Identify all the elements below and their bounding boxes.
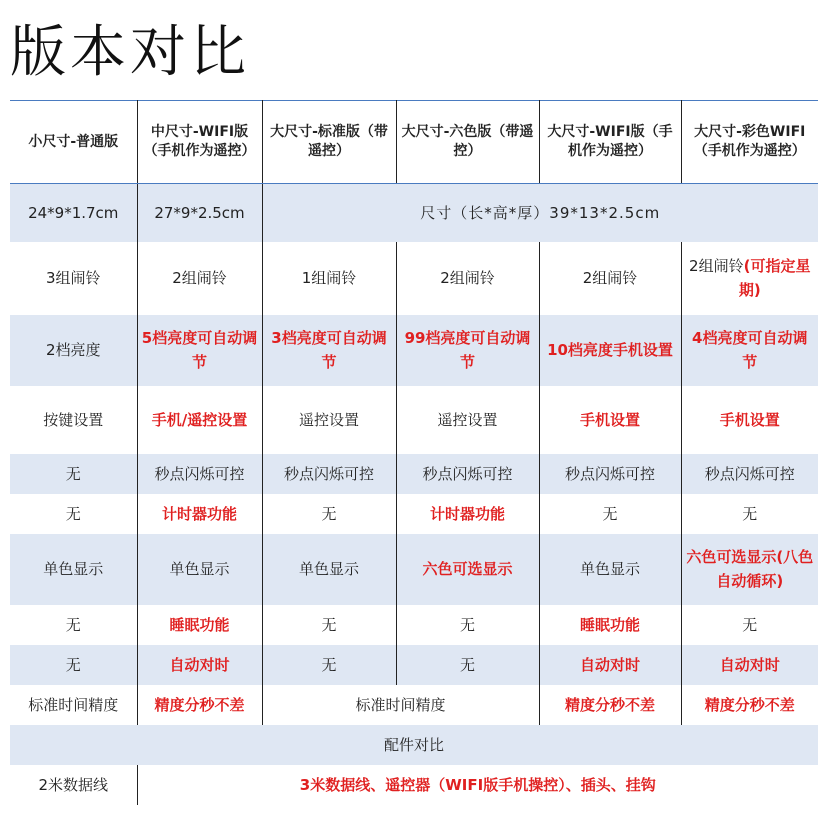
precision-row	[10, 685, 818, 725]
cell: 标准时间精度	[262, 685, 539, 725]
cell: 无	[681, 605, 818, 645]
header-cell: 大尺寸-WIFI版（手机作为遥控）	[539, 101, 681, 184]
timer-row	[10, 494, 818, 534]
header-cell: 小尺寸-普通版	[10, 101, 137, 184]
cell: 10档亮度手机设置	[539, 315, 681, 386]
cell: 睡眠功能	[137, 605, 262, 645]
brightness-row	[10, 315, 818, 386]
cell: 无	[681, 494, 818, 534]
accessory-cable: 3米数据线、	[299, 775, 386, 794]
cell: 无	[539, 494, 681, 534]
cell: 按键设置	[10, 386, 137, 454]
accessories-others	[137, 765, 818, 805]
cell: 遥控设置	[262, 386, 396, 454]
alarm-weekday-note: (可指定星期)	[738, 257, 811, 299]
display-row	[10, 534, 818, 605]
cell: 精度分秒不差	[137, 685, 262, 725]
page-title: 版本对比	[10, 20, 250, 85]
sleep-row	[10, 605, 818, 645]
cell: 遥控设置	[396, 386, 539, 454]
blink-row	[10, 454, 818, 494]
cell: 秒点闪烁可控	[137, 454, 262, 494]
cell: 单色显示	[262, 534, 396, 605]
cell: 秒点闪烁可控	[681, 454, 818, 494]
accessories-row	[10, 765, 818, 805]
cell: 计时器功能	[396, 494, 539, 534]
alarm-row	[10, 242, 818, 315]
size-row	[10, 184, 818, 242]
cell: 无	[396, 605, 539, 645]
cell: 单色显示	[10, 534, 137, 605]
cell: 单色显示	[539, 534, 681, 605]
autotime-row	[10, 645, 818, 685]
size-large: 尺寸（长*高*厚）39*13*2.5cm	[262, 184, 818, 242]
key-settings-row	[10, 386, 818, 454]
cell: 5档亮度可自动调节	[137, 315, 262, 386]
cell: 秒点闪烁可控	[262, 454, 396, 494]
cell: 睡眠功能	[539, 605, 681, 645]
accessory-remote: 遥控器（WIFI版手机操控）	[385, 775, 566, 794]
cell: 秒点闪烁可控	[396, 454, 539, 494]
cell: 无	[10, 605, 137, 645]
cell: 自动对时	[137, 645, 262, 685]
cell: 无	[10, 454, 137, 494]
alarm-count: 2组闹铃	[689, 257, 744, 275]
header-cell: 大尺寸-标准版（带遥控）	[262, 101, 396, 184]
size-medium: 27*9*2.5cm	[137, 184, 262, 242]
cell: 无	[10, 645, 137, 685]
cell: 六色可选显示	[396, 534, 539, 605]
cell: 无	[396, 645, 539, 685]
cell: 标准时间精度	[10, 685, 137, 725]
cell: 无	[262, 645, 396, 685]
header-cell: 大尺寸-彩色WIFI（手机作为遥控）	[681, 101, 818, 184]
cell: 4档亮度可自动调节	[681, 315, 818, 386]
cell: 六色可选显示(八色自动循环)	[681, 534, 818, 605]
cell: 秒点闪烁可控	[539, 454, 681, 494]
comparison-table	[10, 100, 818, 805]
cell: 无	[10, 494, 137, 534]
cell: 2档亮度	[10, 315, 137, 386]
cell: 3组闹铃	[10, 242, 137, 315]
accessories-title-row	[10, 725, 818, 765]
cell: 手机设置	[681, 386, 818, 454]
cell: 精度分秒不差	[539, 685, 681, 725]
cell: 手机设置	[539, 386, 681, 454]
cell: 计时器功能	[137, 494, 262, 534]
cell: 自动对时	[539, 645, 681, 685]
header-row	[10, 101, 818, 184]
cell-alarm-weekday	[681, 242, 818, 315]
cell: 2组闹铃	[137, 242, 262, 315]
cell: 1组闹铃	[262, 242, 396, 315]
accessory-plug-hook: 、插头、挂钩	[565, 775, 656, 794]
cell: 无	[262, 605, 396, 645]
cell: 无	[262, 494, 396, 534]
cell: 精度分秒不差	[681, 685, 818, 725]
cell: 自动对时	[681, 645, 818, 685]
cell: 2组闹铃	[539, 242, 681, 315]
cell: 手机/遥控设置	[137, 386, 262, 454]
cell: 99档亮度可自动调节	[396, 315, 539, 386]
accessories-small: 2米数据线	[10, 765, 137, 805]
accessories-title: 配件对比	[10, 725, 818, 765]
cell: 单色显示	[137, 534, 262, 605]
header-cell: 中尺寸-WIFI版（手机作为遥控）	[137, 101, 262, 184]
size-small: 24*9*1.7cm	[10, 184, 137, 242]
header-cell: 大尺寸-六色版（带遥控）	[396, 101, 539, 184]
cell: 3档亮度可自动调节	[262, 315, 396, 386]
cell: 2组闹铃	[396, 242, 539, 315]
